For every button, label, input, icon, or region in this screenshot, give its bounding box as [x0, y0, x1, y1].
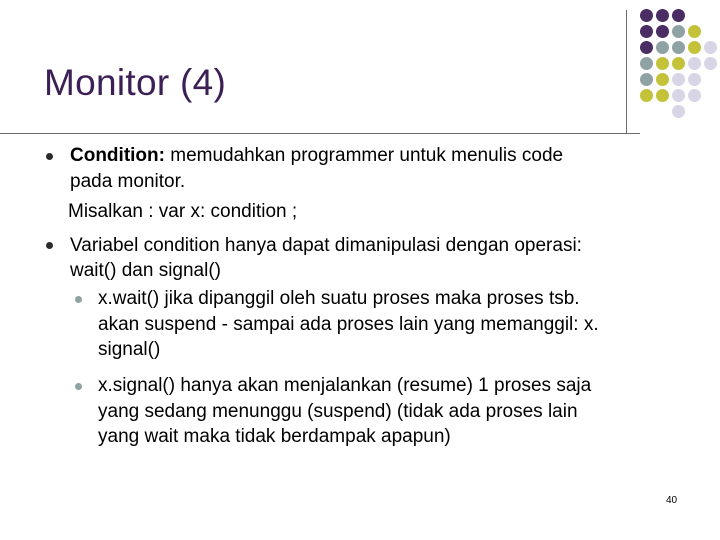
sub-1-line-3: signal() [98, 339, 161, 360]
bullet-marker [46, 242, 53, 249]
decor-dot [704, 57, 717, 70]
decor-dot [640, 89, 653, 102]
decor-dot [640, 9, 653, 22]
decor-dot [656, 73, 669, 86]
decor-dot [688, 41, 701, 54]
decor-dot [672, 57, 685, 70]
decor-dot [672, 41, 685, 54]
sub-bullet-marker [75, 296, 82, 303]
sub-bullet-marker [75, 383, 82, 390]
bullet-2-line-1: Variabel condition hanya dapat dimanipulasi dengan operasi: [70, 235, 582, 256]
decor-dot [656, 25, 669, 38]
slide-title: Monitor (4) [44, 62, 227, 103]
page-number: 40 [666, 495, 678, 506]
sub-1-line-2: akan suspend - sampai ada proses lain yang memanggil: x. [98, 314, 599, 335]
decor-dot [688, 89, 701, 102]
decor-dot [656, 9, 669, 22]
sub-1-line-1: x.wait() jika dipanggil oleh suatu proses maka proses tsb. [98, 288, 580, 309]
decor-dot [672, 89, 685, 102]
decor-dot [640, 57, 653, 70]
decor-dot [672, 25, 685, 38]
decor-dot [672, 105, 685, 118]
bullet-1-example: Misalkan : var x: condition ; [68, 201, 298, 222]
vertical-divider [626, 10, 627, 134]
condition-term: Condition: [70, 145, 165, 166]
decor-dot [640, 73, 653, 86]
title-divider [0, 133, 640, 134]
decor-dot [672, 73, 685, 86]
bullet-1-line-2: pada monitor. [70, 171, 186, 192]
sub-2-line-1: x.signal() hanya akan menjalankan (resume) 1 proses saja [98, 375, 592, 396]
bullet-1-text: memudahkan programmer untuk menulis code [164, 145, 564, 166]
sub-2-line-2: yang sedang menunggu (suspend) (tidak ada proses lain [98, 401, 578, 422]
decor-dot [672, 9, 685, 22]
bullet-2-line-2: wait() dan signal() [70, 260, 221, 281]
decor-dot [688, 73, 701, 86]
sub-2-line-3: yang wait maka tidak berdampak apapun) [98, 426, 451, 447]
decor-dot [656, 57, 669, 70]
bullet-marker [46, 153, 53, 160]
decor-dot [704, 41, 717, 54]
decor-dot [656, 41, 669, 54]
decor-dot [656, 89, 669, 102]
decor-dot [640, 25, 653, 38]
decor-dot [688, 57, 701, 70]
decor-dot [640, 41, 653, 54]
bullet-1-line-1 [70, 144, 563, 168]
decor-dot [688, 25, 701, 38]
